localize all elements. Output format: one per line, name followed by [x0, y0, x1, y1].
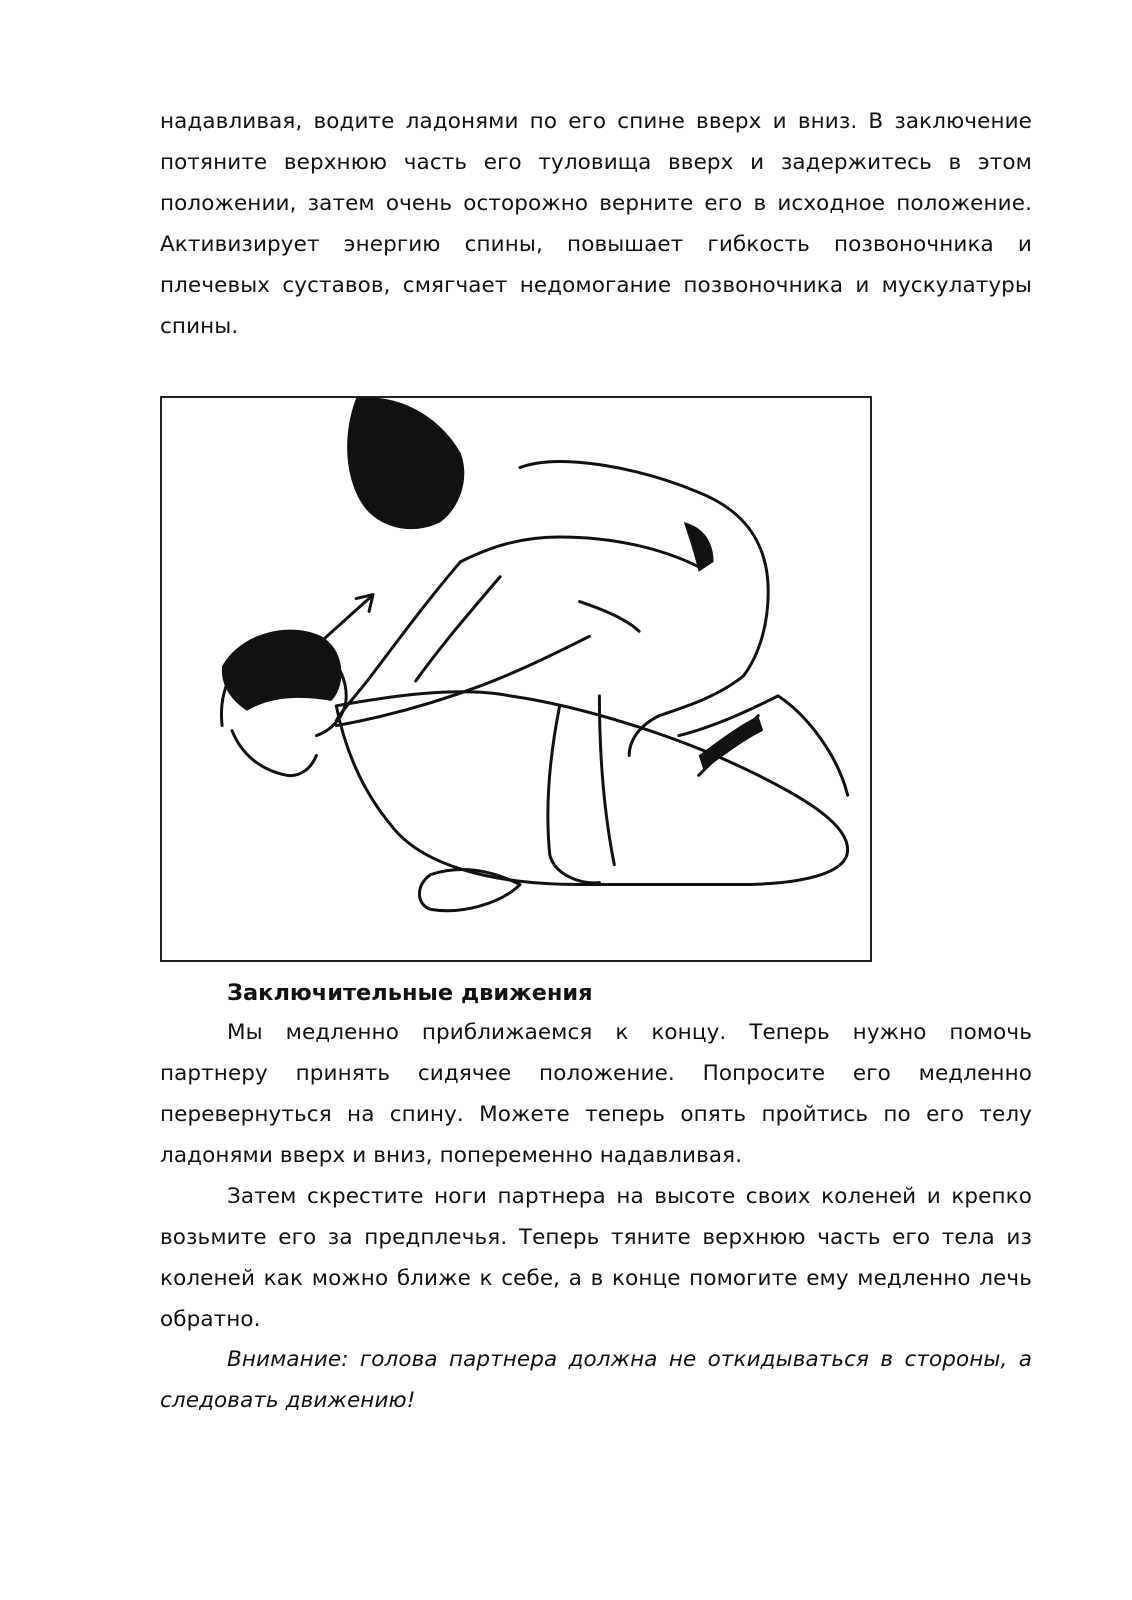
paragraph-note: Внимание: голова партнера должна не откидываться в стороны, а следовать движению! — [160, 1347, 1032, 1413]
figure-frame — [160, 396, 872, 962]
section-heading: Заключительные движения — [227, 980, 593, 1006]
massage-illustration — [162, 398, 870, 960]
paragraph-2: Мы медленно приближаемся к концу. Теперь нужно помочь партнеру принять сидячее положение. Попросите его медленно перевернуться на спину. Можете теперь опять пройтись по его телу ладонями вверх и вниз, попеременно надавливая. — [160, 1020, 1032, 1168]
paragraph-top: надавливая, водите ладонями по его спине вверх и вниз. В заключение потяните верхнюю часть его туловища вверх и задержитесь в этом положении, затем очень осторожно верните его в исходное положение. Активизирует энергию спины, повышает гибкость позвоночника и плечевых суставов, смягчает недомогание позвоночника и мускулатуры спины. — [160, 109, 1032, 339]
paragraph-3: Затем скрестите ноги партнера на высоте своих коленей и крепко возьмите его за предплечья. Теперь тяните верхнюю часть его тела из коленей как можно ближе к себе, а в конце помогите ему медленно лечь обратно. — [160, 1184, 1032, 1332]
